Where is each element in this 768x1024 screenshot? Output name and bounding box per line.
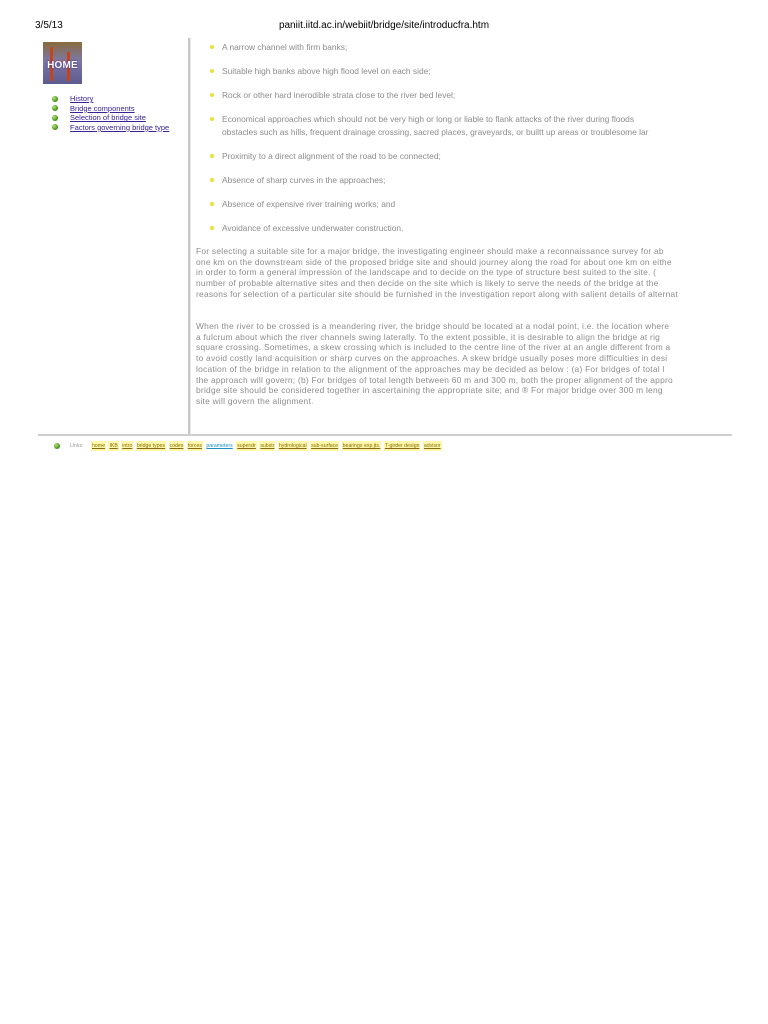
list-item-text: Absence of expensive river training works; and: [222, 199, 396, 209]
paragraph-line: number of probable alternative sites and then decide on the site which is likely to serve the needs of the bridge at the: [196, 278, 659, 289]
link-bridge-types[interactable]: bridge types: [136, 443, 166, 449]
bullet-icon: [210, 45, 214, 49]
bullet-icon: [52, 115, 58, 121]
print-date: 3/5/13: [35, 20, 63, 31]
paragraph-line: bridge site should be considered together in ascertaining the appropriate site; and ® For major bridge over 300 m leng: [196, 385, 663, 396]
nav-link-bridge-components[interactable]: Bridge components: [70, 103, 135, 113]
nav-link-selection-of-bridge-site[interactable]: Selection of bridge site: [70, 113, 146, 123]
paragraph-line: location of the bridge in relation to the alignment of the approaches may be decided as below : (a) For bridges of total l: [196, 363, 665, 374]
link-hydrological[interactable]: hydrological: [278, 443, 307, 449]
list-item-text: Suitable high banks above high flood level on each side;: [222, 66, 431, 76]
list-item-text: A narrow channel with firm banks;: [222, 42, 348, 52]
nav-link-factors-governing-bridge-type[interactable]: Factors governing bridge type: [70, 122, 170, 132]
main-content: [196, 38, 768, 433]
paragraph-line: in order to form a general impression of the landscape and to decide on the type of structure best suited to the site. (: [196, 267, 657, 278]
paragraph-line: to avoid costly land acquisition or sharp curves on the approaches. A skew bridge usually poses more difficulties in desi: [196, 353, 668, 364]
link-sub-surface[interactable]: sub-surface: [311, 443, 339, 449]
link-codes[interactable]: codes: [169, 443, 184, 449]
paragraph-line: the approach will govern; (b) For bridges of total length between 60 m and 300 m, both the proper alignment of the appro: [196, 374, 673, 385]
link-forces[interactable]: forces: [187, 443, 202, 449]
bullet-icon: [52, 105, 58, 111]
bullet-icon: [210, 69, 214, 73]
print-url: paniit.iitd.ac.in/webiit/bridge/site/introducfra.htm: [278, 20, 490, 31]
link-bearings[interactable]: bearings exp.jts.: [342, 443, 381, 449]
paragraph-line: When the river to be crossed is a meandering river, the bridge should be located at a nodal point, i.e. the location where: [196, 321, 670, 331]
print-header: [0, 0, 768, 36]
link-home[interactable]: home: [92, 443, 105, 449]
site-selection-paragraph: [196, 246, 768, 300]
list-item-text: Rock or other hard inerodible strata close to the river bed level;: [222, 90, 456, 100]
bullet-icon: [210, 154, 214, 158]
nav-link-history[interactable]: History: [70, 94, 94, 103]
list-item-text: Economical approaches which should not be very high or long or liable to flank attacks of the river during floods: [222, 114, 635, 124]
bullet-icon: [210, 202, 214, 206]
list-item-text: Avoidance of excessive underwater construction.: [222, 223, 404, 233]
list-item-text-continued: obstacles such as hills, frequent drainage crossing, sacred places, graveyards, or builtt up areas or troublesome lar: [222, 127, 649, 137]
horizontal-divider: [38, 434, 732, 436]
bullet-icon: [210, 178, 214, 182]
links-list: [91, 441, 443, 451]
bullet-icon: [210, 226, 214, 230]
link-intro[interactable]: intro: [122, 443, 133, 449]
meandering-river-paragraph: [196, 321, 768, 407]
paragraph-line: one km on the downstream side of the proposed bridge site and should journey along the road for about one km on eithe: [196, 256, 672, 267]
link-superstr[interactable]: superstr: [237, 443, 256, 449]
bullet-icon: [52, 124, 58, 130]
list-item-text: Proximity to a direct alignment of the road to be connected;: [222, 151, 441, 161]
link-advisor[interactable]: advisor: [423, 443, 441, 449]
link-t-girder-design[interactable]: T-girder design: [384, 443, 420, 449]
link-parameters[interactable]: parameters: [206, 443, 233, 449]
link-substr[interactable]: substr: [260, 443, 275, 449]
paragraph-line: site will govern the alignment.: [196, 395, 314, 406]
paragraph-line: For selecting a suitable site for a major bridge, the investigating engineer should make a reconnaissance survey for ab: [196, 246, 664, 256]
list-item-text: Absence of sharp curves in the approaches;: [222, 175, 386, 185]
home-logo-label: HOME: [47, 60, 78, 71]
links-label: Links:: [70, 443, 84, 449]
vertical-divider: [188, 38, 191, 435]
bullet-icon: [54, 443, 60, 449]
bullet-icon: [52, 96, 58, 102]
left-navigation: [38, 38, 188, 433]
paragraph-line: a fulcrum about which the river channels swing laterally. To the extent possible, it is desirable to align the bridge at rig: [196, 331, 661, 342]
bullet-icon: [210, 93, 214, 97]
bullet-icon: [210, 117, 214, 121]
paragraph-line: square crossing. Sometimes, a skew crossing which is included to the centre line of the river at an angle different from a: [196, 342, 671, 353]
home-logo-button[interactable]: [43, 42, 82, 84]
link-ikb[interactable]: IKB: [109, 443, 118, 449]
paragraph-line: reasons for selection of a particular site should be furnished in the investigation report along with salient details of alternat: [196, 288, 678, 299]
